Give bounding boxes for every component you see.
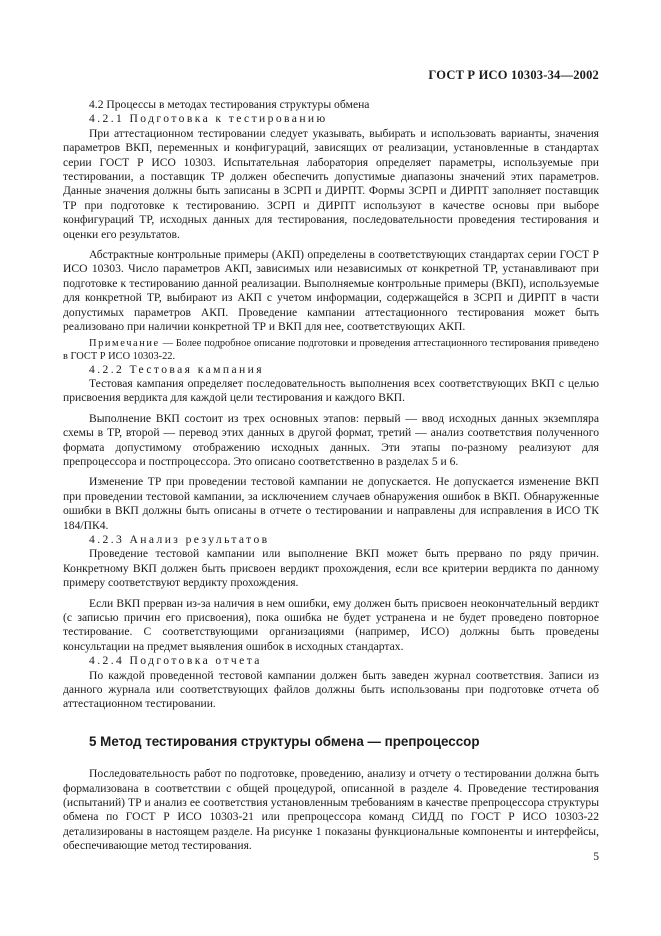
page-body bbox=[63, 98, 599, 854]
paragraph: Если ВКП прерван из-за наличия в нем ошибки, ему должен быть присвоен неокончательный вердикт (с записью причин его присвоения), пока ошибка не будет устранена и не будет проведено повторное тестирование. С соответствующими организациями (например, ИСО) должны быть проведены консультации на предмет выявления ошибок в исходных стандартах. bbox=[63, 596, 599, 653]
section-title-5: 5 Метод тестирования структуры обмена — препроцессор bbox=[89, 733, 480, 749]
subsection-title-4-2-2: 4.2.2 Тестовая кампания bbox=[89, 362, 264, 376]
document-code-header: ГОСТ Р ИСО 10303-34—2002 bbox=[428, 68, 599, 82]
paragraph: При аттестационном тестировании следует указывать, выбирать и использовать варианты, значения параметров ВКП, переменных и конфигураций, зависящих от реализации, установленные в стандартах серии ГОСТ Р ИСО 10303. Испытательная лаборатория определяет параметры, используемые при тестировании, а поставщик ТР должен обеспечить допустимые диапазоны значений этих параметров. Данные значения должны быть записаны в ЗСРП и ДИРПТ. Формы ЗСРП и ДИРПТ заполняет поставщик ТР при подготовке к тестированию. ЗСРП и ДИРПТ используют в качестве основы при выборе конфигураций ТР, исходных данных для тестирования, последовательности проведения тестирования и оценки его результатов. bbox=[63, 126, 599, 241]
paragraph: Изменение ТР при проведении тестовой кампании не допускается. Не допускается изменение ВКП при проведении тестовой кампании, за исключением случаев обнаружения ошибок в ВКП. Обнаруженные ошибки в ВКП должны быть описаны в отчете о тестировании и направлены для исправления в ИСО ТК 184/ПК4. bbox=[63, 475, 599, 532]
page-number: 5 bbox=[593, 850, 599, 863]
note bbox=[63, 337, 599, 363]
paragraph: Проведение тестовой кампании или выполнение ВКП может быть прервано по ряду причин. Конкретному ВКП должен быть присвоен вердикт прохождения, если все критерии вердикта по данному примеру соответствуют вердикту прохождения. bbox=[63, 547, 599, 590]
paragraph: Тестовая кампания определяет последовательность выполнения всех соответствующих ВКП с целью присвоения вердикта для каждой цели тестирования и каждого ВКП. bbox=[63, 376, 599, 405]
subsection-title-4-2-1: 4.2.1 Подготовка к тестированию bbox=[89, 112, 328, 126]
paragraph: Выполнение ВКП состоит из трех основных этапов: первый — ввод исходных данных экземпляра схемы в ТР, второй — перевод этих данных в другой формат, третий — анализ соответствия полученного формата допустимому отображению исходных данных. Эти этапы по-разному реализуют для препроцессора и постпроцессора. Это описано соответственно в разделах 5 и 6. bbox=[63, 411, 599, 468]
subsection-title-4-2-4: 4.2.4 Подготовка отчета bbox=[89, 654, 262, 668]
paragraph: Последовательность работ по подготовке, проведению, анализу и отчету о тестировании должна быть формализована в соответствии с общей процедурой, описанной в разделе 4. Проведение тестирования (испытаний) ТР и анализ ее соответствия установленным требованиям в качестве препроцессора структуры обмена по ГОСТ Р ИСО 10303-21 или препроцессора команд СИДД по ГОСТ Р ИСО 10303-22 детализированы в настоящем разделе. На рисунке 1 показаны функциональные компоненты и интерфейсы, обеспечивающие метод тестирования. bbox=[63, 767, 599, 853]
subsection-title-4-2: 4.2 Процессы в методах тестирования структуры обмена bbox=[89, 98, 370, 111]
note-label: Примечание bbox=[89, 337, 160, 349]
paragraph: Абстрактные контрольные примеры (АКП) определены в соответствующих стандартах серии ГОСТ Р ИСО 10303. Число параметров АКП, зависимых или независимых от конкретной ТР, устанавливают при подготовке к тестированию данной реализации. Выполняемые контрольные примеры (ВКП), используемые для конкретной ТР, выбирают из АКП с учетом информации, содержащейся в ЗСРП и ДИРПТ в части допустимых параметров АКП. Проведение кампании аттестационного тестирования может быть реализовано при наличии конкретной ТР и ВКП для нее, соответствующих АКП. bbox=[63, 248, 599, 334]
subsection-title-4-2-3: 4.2.3 Анализ результатов bbox=[89, 532, 270, 546]
paragraph: По каждой проведенной тестовой кампании должен быть заведен журнал соответствия. Записи из данного журнала или соответствующих файлов должны быть использованы при подготовке отчета об аттестационном тестировании. bbox=[63, 668, 599, 711]
note-text: — Более подробное описание подготовки и проведения аттестационного тестирования приведено в ГОСТ Р ИСО 10303-22. bbox=[63, 337, 599, 362]
